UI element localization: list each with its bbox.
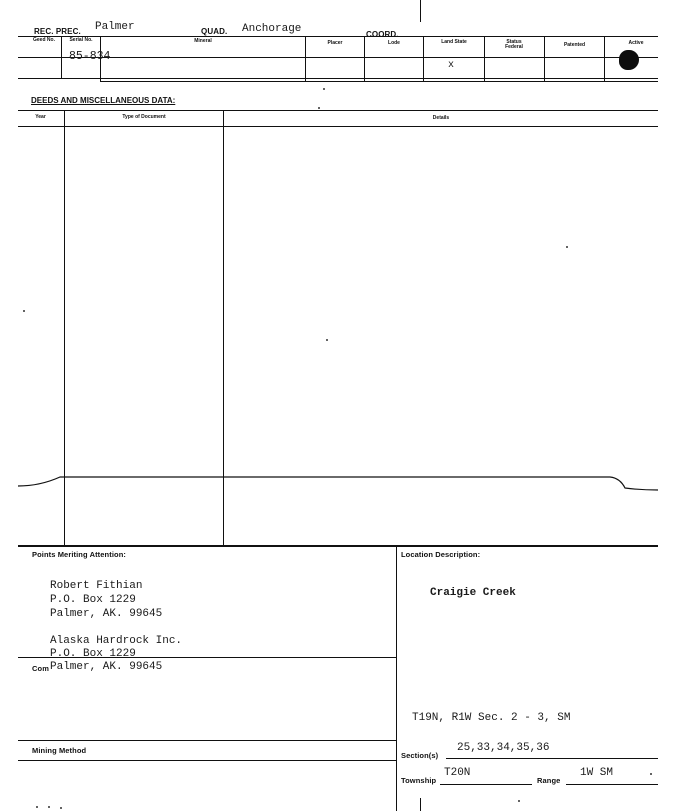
col-header-land-state: Land State	[441, 39, 467, 45]
points-line-5: Alaska Hardrock Inc.	[50, 635, 183, 647]
stray-mark	[650, 773, 652, 775]
mining-bottom-rule	[18, 760, 396, 761]
points-label: Points Meriting Attention:	[32, 550, 126, 559]
stray-mark	[326, 339, 328, 341]
deeds-title: DEEDS AND MISCELLANEOUS DATA:	[31, 96, 176, 105]
col-header-serial: Serial No.	[69, 37, 93, 43]
points-line-1: Robert Fithian	[50, 580, 143, 592]
comments-rule	[18, 657, 396, 658]
rec-prec-value: Palmer	[95, 21, 135, 33]
header-bottom-rule-2	[100, 81, 658, 82]
comments-overlap-text: Palmer, AK. 99645	[50, 661, 163, 673]
deeds-col-details: Details	[432, 115, 450, 121]
points-line-6: P.O. Box 1229	[50, 648, 136, 657]
coord-label: COORD.	[366, 30, 399, 39]
range-label: Range	[537, 776, 561, 785]
mining-method-label: Mining Method	[32, 746, 87, 755]
section-underline	[446, 758, 658, 759]
deeds-top-rule	[18, 110, 658, 111]
section-label: Section(s)	[401, 751, 439, 760]
stray-mark	[48, 806, 50, 808]
stray-mark	[518, 800, 520, 802]
land-state-mark: x	[448, 60, 455, 71]
stray-mark	[566, 246, 568, 248]
township-label: Township	[401, 776, 437, 785]
deeds-header-rule	[18, 126, 658, 127]
deeds-col-type: Type of Document	[122, 114, 166, 120]
col-header-placer: Placer	[327, 40, 343, 46]
lower-center-divider	[396, 545, 397, 811]
header-top-rule	[18, 36, 658, 37]
punch-guide-top	[420, 0, 421, 22]
location-description: Craigie Creek	[430, 587, 516, 599]
header-bottom-rule	[18, 78, 658, 79]
range-value: 1W SM	[580, 767, 614, 779]
col-div-6	[484, 36, 485, 81]
rec-prec-label: REC. PREC.	[34, 27, 81, 36]
col-header-mineral: Mineral	[194, 38, 212, 44]
stray-mark	[60, 807, 62, 809]
lower-top-rule	[18, 545, 658, 547]
deeds-col-year: Year	[35, 114, 46, 120]
points-line-3: Palmer, AK. 99645	[50, 608, 163, 620]
col-div-8	[604, 36, 605, 81]
fold-line	[0, 468, 678, 498]
township-value: T20N	[444, 767, 471, 779]
col-header-patented: Patented	[563, 42, 586, 48]
stray-mark	[323, 88, 325, 90]
col-header-status-federal: Status Federal	[505, 39, 523, 50]
col-header-geed: Geed No.	[33, 37, 55, 43]
quad-value: Anchorage	[242, 23, 302, 35]
range-underline	[566, 784, 658, 785]
col-div-5	[423, 36, 424, 81]
quad-label: QUAD.	[201, 27, 228, 36]
stray-mark	[318, 107, 320, 109]
stray-mark	[23, 310, 25, 312]
col-header-lode: Lode	[388, 40, 400, 46]
township-underline	[440, 784, 532, 785]
mining-top-rule	[18, 740, 396, 741]
col-header-active: Active	[628, 40, 644, 46]
location-legal: T19N, R1W Sec. 2 - 3, SM	[412, 712, 571, 724]
punch-guide-bottom	[420, 798, 421, 811]
section-value: 25,33,34,35,36	[457, 742, 550, 754]
comments-label: Com	[32, 664, 49, 673]
active-ink-blot	[619, 50, 639, 70]
header-mid-rule	[18, 57, 658, 58]
location-label: Location Description:	[401, 550, 481, 559]
serial-number-value: 85-834	[69, 50, 111, 63]
stray-mark	[36, 806, 38, 808]
points-line-2: P.O. Box 1229	[50, 594, 136, 606]
